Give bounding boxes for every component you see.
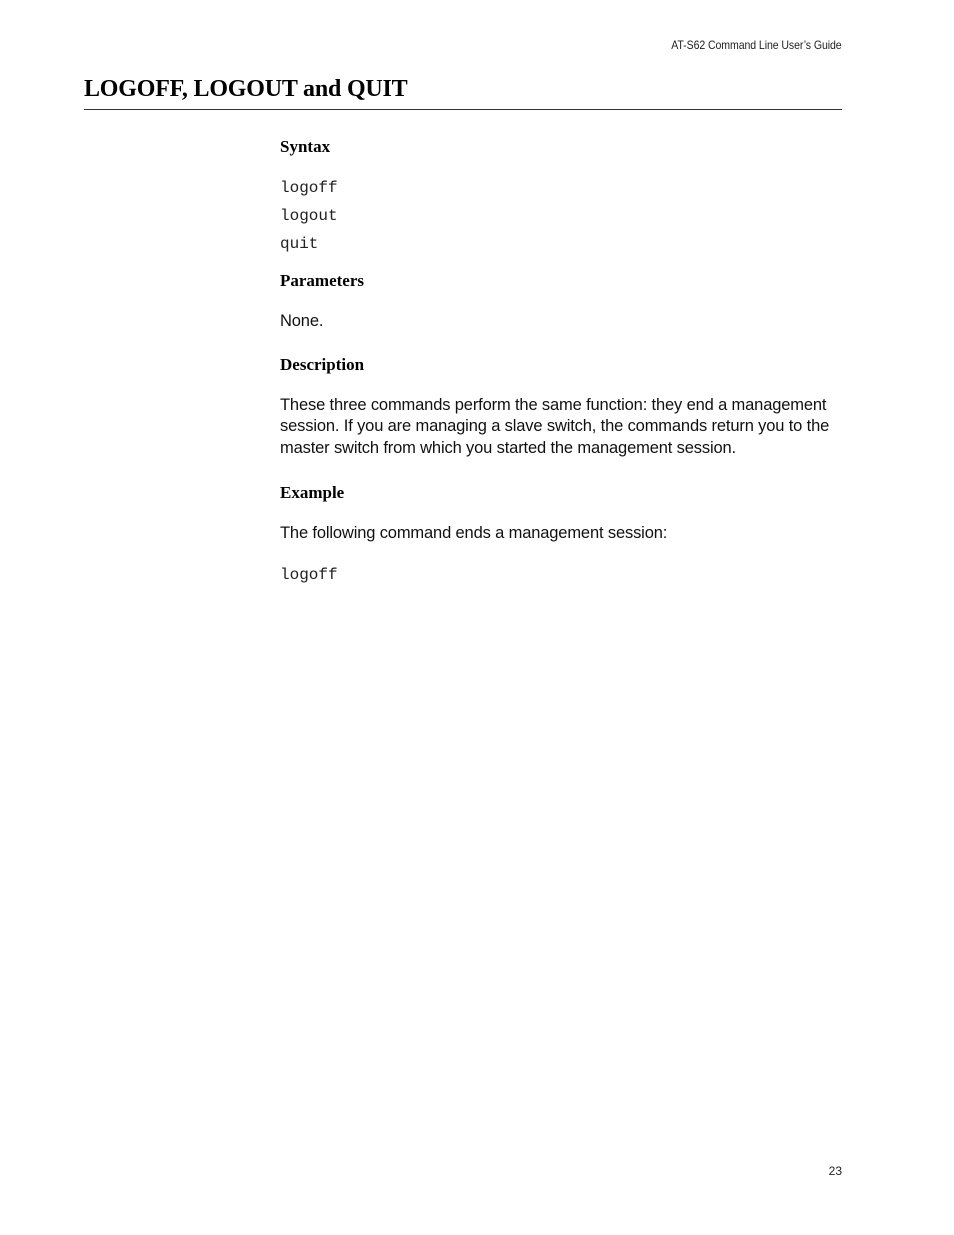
parameters-heading: Parameters — [280, 271, 365, 290]
syntax-command: quit — [280, 235, 319, 253]
page-title: LOGOFF, LOGOUT and QUIT — [84, 76, 408, 102]
example-heading: Example — [280, 482, 345, 502]
description-heading: Description — [280, 354, 365, 374]
example-command: logoff — [280, 565, 338, 584]
running-header: AT-S62 Command Line User’s Guide — [671, 38, 842, 52]
syntax-command: logoff — [280, 179, 338, 197]
example-text: The following command ends a management session: — [280, 523, 668, 542]
syntax-command: logout — [280, 207, 338, 225]
title-divider — [84, 109, 842, 110]
syntax-code-block — [280, 174, 845, 258]
page-number: 23 — [828, 1164, 842, 1178]
parameters-text: None. — [280, 312, 324, 330]
command-content — [280, 136, 845, 589]
syntax-heading: Syntax — [280, 137, 331, 156]
description-text: These three commands perform the same function: they end a management session. If you are managing a slave switch, the commands return you to the master switch from which you started the management session. — [280, 395, 830, 458]
